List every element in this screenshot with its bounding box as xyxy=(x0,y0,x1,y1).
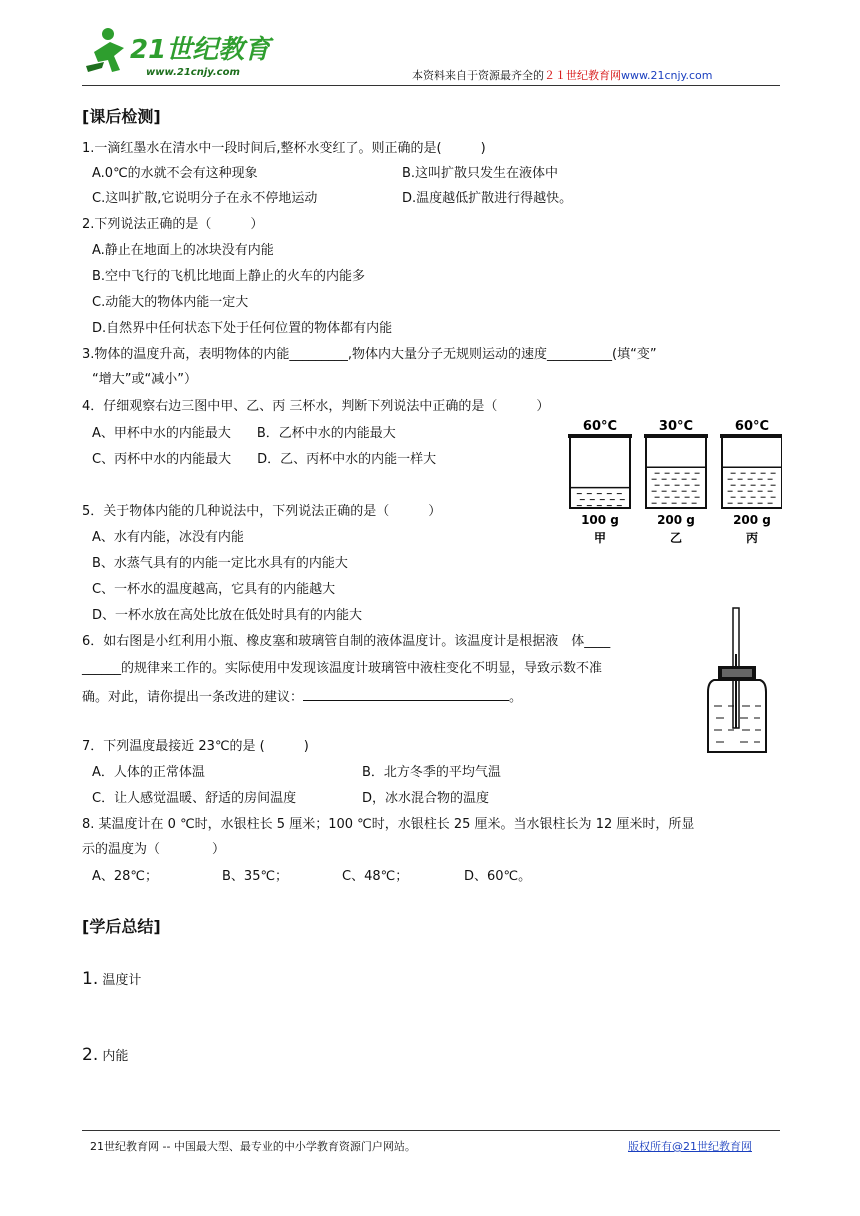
q7-option-d: D，冰水混合物的温度 xyxy=(362,791,490,806)
q8-option-d: D、60℃。 xyxy=(464,869,532,884)
summary-item-internal-energy: 2. 内能 xyxy=(82,1045,129,1065)
header-site-link[interactable]: ２１世纪教育网 xyxy=(544,69,621,82)
q4-options-cd: C、丙杯中水的内能最大 D．乙、丙杯中水的内能一样大 xyxy=(92,452,437,467)
logo-text: 21世纪教育 xyxy=(130,35,271,65)
q1-option-c: C.这叫扩散,它说明分子在永不停地运动 xyxy=(92,191,318,206)
beaker-body xyxy=(570,438,630,508)
beaker-rim xyxy=(568,434,632,438)
beaker-temp-label: 60°C xyxy=(582,419,618,434)
beaker-1 xyxy=(568,419,632,545)
header-source: 本资料来自于资源最齐全的２１世纪教育网www.21cnjy.com xyxy=(412,69,713,82)
header-url-link[interactable]: www.21cnjy.com xyxy=(621,69,713,82)
q8-line2: 示的温度为（ ） xyxy=(82,842,226,857)
q7-stem: 7．下列温度最接近 23℃的是 ( ) xyxy=(82,739,309,754)
beaker-mass-label: 200 g xyxy=(657,513,695,527)
q8-option-a: A、28℃； xyxy=(92,869,159,884)
q1-option-a: A.0℃的水就不会有这种现象 xyxy=(92,166,258,181)
site-logo xyxy=(84,22,284,82)
section-title-review: [课后检测] xyxy=(82,107,161,126)
beaker-2 xyxy=(644,419,708,545)
q6-line3: 确。对此，请你提出一条改进的建议： 。 xyxy=(82,687,522,707)
section-title-summary: [学后总结] xyxy=(82,917,161,936)
q5-option-a: A、水有内能，冰没有内能 xyxy=(92,530,244,545)
beaker-mass-label: 200 g xyxy=(733,513,771,527)
beakers-figure xyxy=(562,416,782,556)
q7-option-b: B．北方冬季的平均气温 xyxy=(362,765,501,780)
runner-logo-icon xyxy=(86,28,124,72)
beaker-3 xyxy=(720,419,782,545)
footer-divider xyxy=(82,1130,780,1131)
footer-text: 21世纪教育网 -- 中国最大型、最专业的中小学教育资源门户网站。 xyxy=(90,1140,416,1153)
beaker-temp-label: 60°C xyxy=(734,419,770,434)
q5-option-c: C、一杯水的温度越高，它具有的内能越大 xyxy=(92,582,336,597)
q5-option-d: D、一杯水放在高处比放在低处时具有的内能大 xyxy=(92,608,363,623)
q2-stem: 2.下列说法正确的是（ ） xyxy=(82,217,264,232)
beaker-mass-label: 100 g xyxy=(581,513,619,527)
logo-url: www.21cnjy.com xyxy=(146,67,240,78)
q8-line1: 8. 某温度计在 0 ℃时，水银柱长 5 厘米；100 ℃时，水银柱长 25 厘米。当水银柱长为 12 厘米时，所显 xyxy=(82,817,695,832)
q7-option-a: A．人体的正常体温 xyxy=(92,765,205,780)
q3-line1: 3.物体的温度升高，表明物体的内能_________,物体内大量分子无规则运动的速度__________(填“变” xyxy=(82,347,657,362)
q1-stem: 1.一滴红墨水在清水中一段时间后,整杯水变红了。则正确的是( ) xyxy=(82,141,486,156)
q3-line2: “增大”或“减小”） xyxy=(92,372,197,387)
q2-option-a: A.静止在地面上的冰块没有内能 xyxy=(92,243,274,258)
q7-option-c: C．让人感觉温暖、舒适的房间温度 xyxy=(92,791,297,806)
q6-line1: 6．如右图是小红利用小瓶、橡皮塞和玻璃管自制的液体温度计。该温度计是根据液 体____ xyxy=(82,634,611,649)
q2-option-d: D.自然界中任何状态下处于任何位置的物体都有内能 xyxy=(92,321,393,336)
q4-stem: 4．仔细观察右边三图中甲、乙、丙 三杯水，判断下列说法中正确的是（ ） xyxy=(82,399,550,414)
q5-stem: 5．关于物体内能的几种说法中，下列说法正确的是（ ） xyxy=(82,504,442,519)
header-divider xyxy=(82,85,780,86)
q1-option-d: D.温度越低扩散进行得越快。 xyxy=(402,191,573,206)
thermometer-bottle-figure xyxy=(700,606,780,758)
q5-option-b: B、水蒸气具有的内能一定比水具有的内能大 xyxy=(92,556,348,571)
q2-option-b: B.空中飞行的飞机比地面上静止的火车的内能多 xyxy=(92,269,366,284)
q1-option-b: B.这叫扩散只发生在液体中 xyxy=(402,166,559,181)
summary-item-thermometer: 1. 温度计 xyxy=(82,969,142,989)
q6-line2: ______的规律来工作的。实际使用中发现该温度计玻璃管中液柱变化不明显，导致示数不准 xyxy=(82,661,603,676)
beaker-rim xyxy=(720,434,782,438)
q2-option-c: C.动能大的物体内能一定大 xyxy=(92,295,249,310)
beaker-temp-label: 30°C xyxy=(658,419,694,434)
beaker-name-label: 甲 xyxy=(593,531,607,545)
beaker-name-label: 丙 xyxy=(745,531,759,545)
beaker-name-label: 乙 xyxy=(669,531,683,545)
q8-option-c: C、48℃； xyxy=(342,869,409,884)
q4-options-ab: A、甲杯中水的内能最大 B．乙杯中水的内能最大 xyxy=(92,426,396,441)
footer-copyright-link[interactable]: 版权所有@21世纪教育网 xyxy=(628,1140,752,1153)
beaker-rim xyxy=(644,434,708,438)
q8-option-b: B、35℃； xyxy=(222,869,289,884)
q6-answer-blank[interactable] xyxy=(303,687,509,701)
